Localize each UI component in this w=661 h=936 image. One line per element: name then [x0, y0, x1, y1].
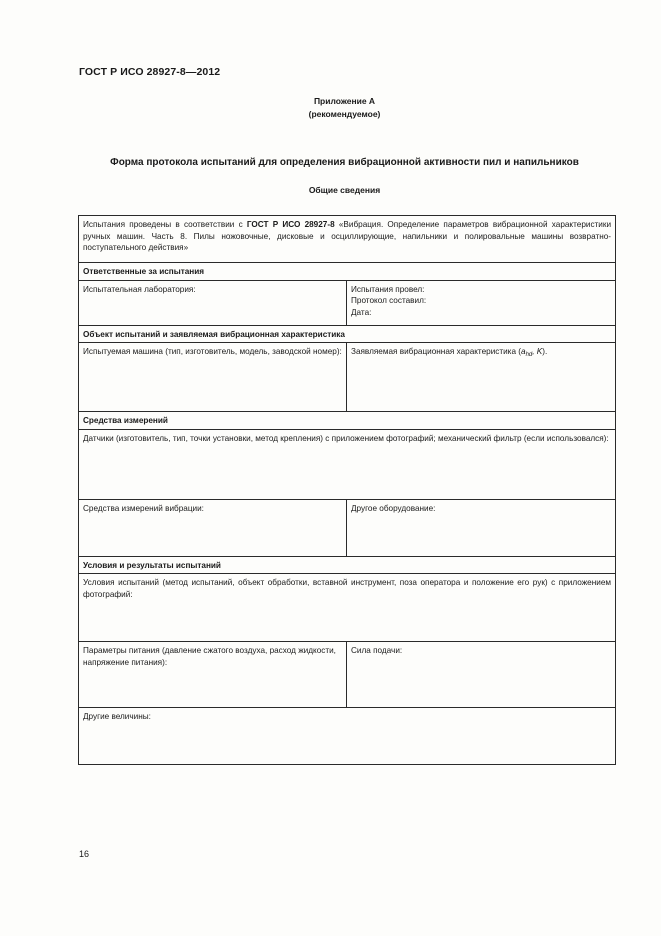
declared-cell: [347, 343, 616, 412]
power-cell: [79, 642, 347, 708]
other-values-cell: [79, 708, 616, 765]
test-protocol-table: [78, 215, 616, 765]
tested-by-label: Испытания провел:: [351, 284, 425, 294]
declared-symbol-sub: hd: [525, 352, 533, 358]
form-title: Форма протокола испытаний для определения вибрационной активности пил и напильников: [110, 157, 579, 168]
machine-cell: [79, 343, 347, 412]
appendix-title: Приложение А: [313, 96, 376, 106]
intro-cell: [79, 216, 616, 263]
date-label: Дата:: [351, 307, 372, 317]
other-values-label: Другие величины:: [83, 712, 151, 721]
responsible-cell: [347, 280, 616, 325]
sensors-cell: [79, 429, 616, 499]
power-label: Параметры питания (давление сжатого воздуха, расход жидкости, напряжение питания):: [83, 646, 336, 667]
other-equipment-label: Другое оборудование:: [351, 503, 436, 513]
declared-label-start: Заявляемая вибрационная характеристика (: [351, 347, 521, 356]
conditions-label: Условия испытаний (метод испытаний, объект обработки, вставной инструмент, поза оператора и положение его рук) с приложением фотографий:: [83, 578, 612, 599]
declared-label-end: ).: [542, 347, 548, 356]
appendix-heading: [0, 95, 661, 121]
lab-cell: [79, 280, 347, 325]
page-number: 16: [79, 849, 90, 859]
section-responsible-title: Ответственные за испытания: [79, 263, 616, 281]
feed-force-label: Сила подачи:: [351, 646, 403, 655]
machine-label: Испытуемая машина (тип, изготовитель, модель, заводской номер):: [83, 347, 342, 356]
declared-symbol-k: , K: [532, 347, 543, 356]
feed-force-cell: [347, 642, 616, 708]
intro-standard-ref: ГОСТ Р ИСО 28927-8: [246, 220, 335, 229]
vibration-instruments-cell: [79, 499, 347, 556]
intro-text-end: «Вибрация. Определение параметров вибрационной характеристики ручных машин. Часть 8. Пилы ножовочные, дисковые и осциллирующие, напильники и полировальные машины возвратно-поступательного действия»: [83, 220, 612, 252]
sensors-label: Датчики (изготовитель, тип, точки установки, метод крепления) с приложением фотографий; механический фильтр (если использовался):: [83, 433, 609, 443]
appendix-note: (рекомендуемое): [308, 109, 381, 119]
conditions-cell: [79, 574, 616, 642]
lab-label: Испытательная лаборатория:: [83, 284, 196, 294]
section-instruments-title: Средства измерений: [79, 412, 616, 430]
protocol-by-label: Протокол составил:: [351, 296, 427, 305]
other-equipment-cell: [347, 499, 616, 556]
intro-text-start: Испытания проведены в соответствии с: [83, 220, 247, 229]
section-object-title: Объект испытаний и заявляемая вибрационная характеристика: [79, 325, 616, 343]
vibration-instruments-label: Средства измерений вибрации:: [83, 503, 204, 513]
form-subtitle: Общие сведения: [308, 185, 381, 195]
declared-symbol-a: a: [521, 347, 526, 356]
section-conditions-title: Условия и результаты испытаний: [79, 556, 616, 574]
standard-designation: ГОСТ Р ИСО 28927-8—2012: [79, 66, 221, 78]
